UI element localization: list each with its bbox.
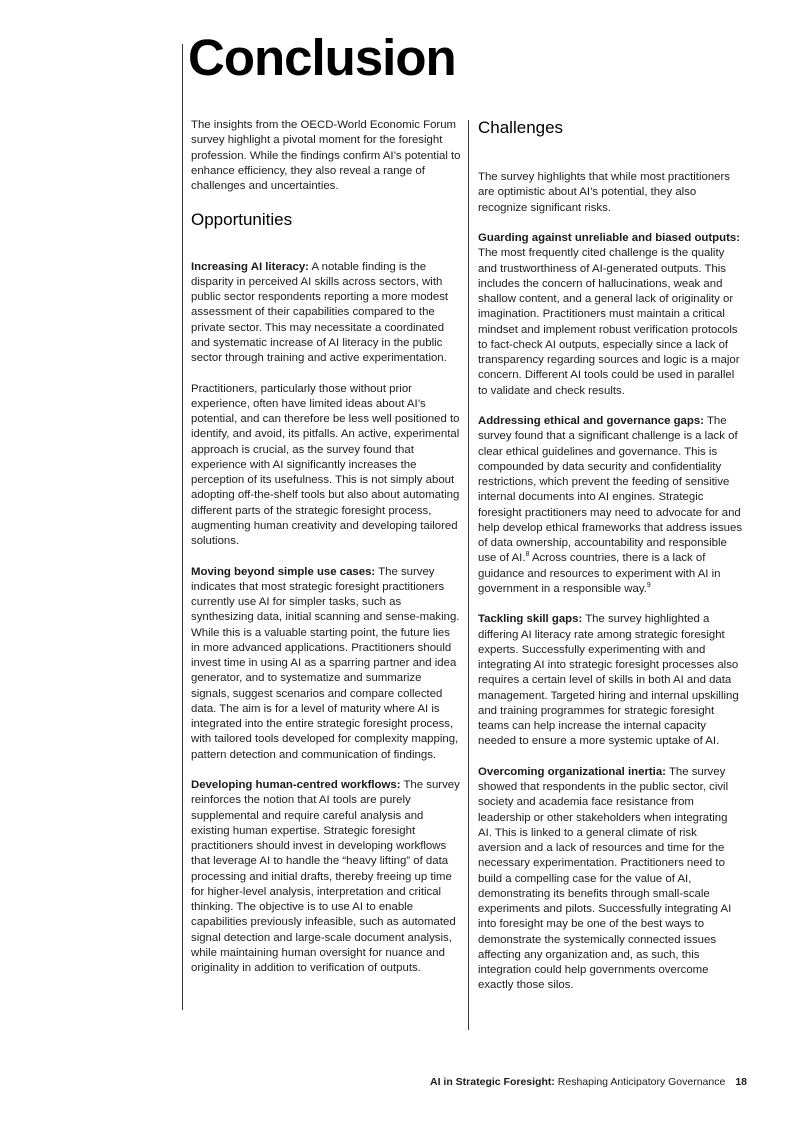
inertia-body: The survey showed that respondents in the public sector, civil society and academia face resistance from leadership or other stakeholders when integrating AI. This is linked to a general climate of risk aversion and a lack of resources and time for the necessary experimentation. Practitioners need to build a compelling case for the value of AI, demonstrating its benefits through small-scale experiments and pilots. Successfully integrating AI into foresight may be one of the best ways to demonstrate the systemically connected issues affecting any organization and, as such, this integration could help governments overcome exactly those silos. [478, 765, 732, 992]
inertia-title: Overcoming organizational inertia: [478, 765, 666, 778]
literacy-paragraph [191, 260, 461, 367]
practitioners-paragraph: Practitioners, particularly those without prior experience, often have limited ideas about AI’s potential, and can therefore be less well positioned to identify, and avoid, its pitfalls. An active, experimental approach is crucial, as the survey found that experience with AI significantly increases the perception of its usefulness. This is not simply about adopting off-the-shelf tools but also about automating different parts of the strategic foresight process, augmenting human creativity and developing tailored solutions. [191, 382, 460, 547]
column-divider-rule [468, 120, 469, 1030]
footnote-ref-9[interactable]: 9 [646, 581, 651, 589]
opportunities-heading: Opportunities [191, 209, 293, 229]
guarding-body: The most frequently cited challenge is the quality and trustworthiness of AI-generated outputs. This includes the concern of hallucinations, weak and shallow content, and a general lack of originality or imagination. Practitioners must maintain a critical mindset and implement robust verification protocols to fact-check AI outputs, especially since a lack of transparency regarding sources and logic is a major concern. Different AI tools could be used in parallel to validate and check results. [478, 247, 740, 397]
guarding-paragraph [478, 231, 743, 399]
challenges-heading: Challenges [478, 118, 564, 137]
ethical-body-2: Across countries, there is a lack of guidance and resources to experiment with AI in government in a responsible way. [478, 552, 721, 595]
left-column [191, 118, 461, 992]
literacy-title: Increasing AI literacy: [191, 260, 309, 273]
footer-subtitle: Reshaping Anticipatory Governance [554, 1076, 726, 1088]
workflows-paragraph [191, 778, 461, 976]
ethical-body: The survey found that a significant challenge is a lack of clear ethical guidelines and governance. This is compounded by data security and confidentiality restrictions, which prevent the feeding of sensitive internal documents into AI engines. Strategic foresight practitioners may need to advocate for and help develop ethical frameworks that address issues of data ownership, accountability and responsible use of AI. [478, 415, 743, 565]
page-footer [430, 1076, 747, 1088]
inertia-paragraph [478, 765, 743, 994]
intro-paragraph: The insights from the OECD-World Economic Forum survey highlight a pivotal moment for the foresight profession. While the findings confirm AI’s potential to enhance efficiency, they also reveal a range of challenges and uncertainties. [191, 119, 461, 192]
ethical-paragraph [478, 414, 743, 597]
beyond-title: Moving beyond simple use cases: [191, 565, 376, 578]
left-vertical-rule [182, 44, 183, 1010]
skill-body: The survey highlighted a differing AI literacy rate among strategic foresight experts. Successfully experimenting with and integrating AI into strategic foresight processes also requires a certain level of skills in both AI and data management. Targeted hiring and internal upskilling and training programmes for strategic foresight teams can help increase the internal capacity needed to ensure a more systemic uptake of AI. [478, 613, 739, 748]
page-number: 18 [735, 1076, 747, 1088]
ethical-title: Addressing ethical and governance gaps: [478, 415, 704, 427]
beyond-body: The survey indicates that most strategic foresight practitioners currently use AI for simpler tasks, such as synthesizing data, initial scanning and sense-making. While this is a valuable starting point, the future lies in more advanced applications. Practitioners should invest time in using AI as a sparring partner and idea generator, and to systematize and summarize signals, suggest scenarios and compare collected data. The aim is for a level of maturity where AI is integrated into the entire strategic foresight process, with tailored tools developed for complexity mapping, pattern detection and communication of findings. [191, 565, 460, 761]
beyond-paragraph [191, 565, 461, 763]
guarding-title: Guarding against unreliable and biased outputs: [478, 232, 741, 244]
footnote-ref-8[interactable]: 8 [525, 551, 530, 559]
literacy-body: A notable finding is the disparity in perceived AI skills across sectors, with public sector respondents reporting a more modest assessment of their capabilities compared to the private sector. This may necessitate a coordinated and systematic increase of AI literacy in the public sector through training and active experimentation. [191, 260, 449, 364]
challenges-intro: The survey highlights that while most practitioners are optimistic about AI’s potential, they also recognize significant risks. [478, 171, 730, 214]
right-column [478, 118, 743, 1009]
workflows-body: The survey reinforces the notion that AI tools are purely supplemental and require careful analysis and existing human expertise. Strategic foresight practitioners should invest in developing workflows that leverage AI to handle the “heavy lifting” of data processing and initial drafts, thereby freeing up time for higher-level analysis, interpretation and critical thinking. The objective is to use AI to enable capabilities previously infeasible, such as automated signal detection and large-scale document analysis, while maintaining human oversight for nuance and originality in addition to verification of outputs. [191, 779, 460, 974]
skill-title: Tackling skill gaps: [478, 613, 583, 626]
footer-publication: AI in Strategic Foresight: [430, 1076, 555, 1088]
page-title: Conclusion [188, 29, 456, 86]
skill-paragraph [478, 612, 743, 749]
workflows-title: Developing human-centred workflows: [191, 779, 401, 791]
